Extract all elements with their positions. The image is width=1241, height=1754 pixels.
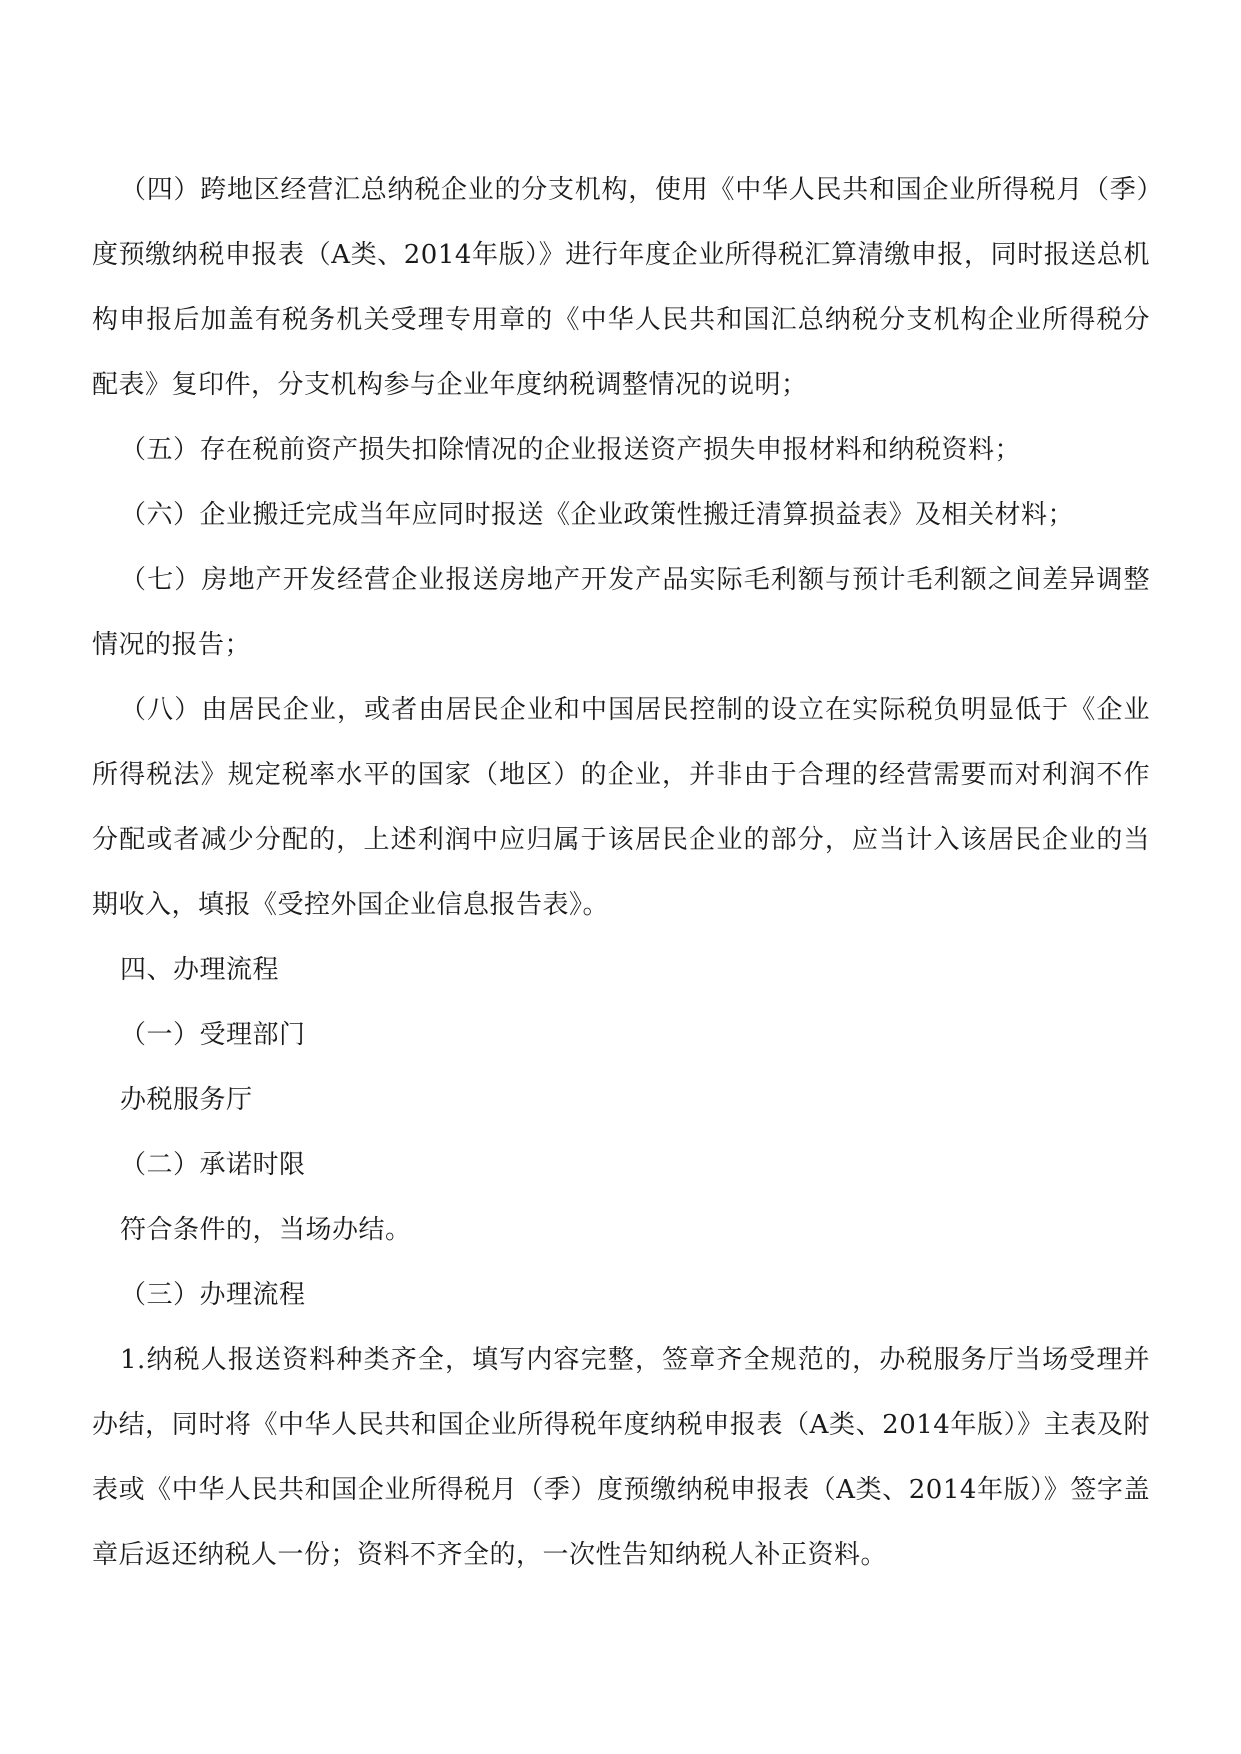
subheading-accepting-department: （一）受理部门: [120, 1020, 306, 1050]
paragraph-item-4-branch-institutions: （四）跨地区经营汇总纳税企业的分支机构，使用《中华人民共和国企业所得税月（季）度预缴纳税申报表（A类、2014年版）》进行年度企业所得税汇算清缴申报，同时报送总机构申报后加盖有税务机关受理专用章的《中华人民共和国汇总纳税分支机构企业所得税分配表》复印件，分支机构参与企业年度纳税调整情况的说明；: [92, 175, 1150, 400]
paragraph-item-6-relocation: （六）企业搬迁完成当年应同时报送《企业政策性搬迁清算损益表》及相关材料；: [120, 500, 1075, 530]
paragraph-item-5-asset-loss: （五）存在税前资产损失扣除情况的企业报送资产损失申报材料和纳税资料；: [120, 435, 1022, 465]
subheading-time-limit: （二）承诺时限: [120, 1150, 306, 1180]
paragraph-item-7-real-estate: （七）房地产开发经营企业报送房地产开发产品实际毛利额与预计毛利额之间差异调整情况的报告；: [92, 565, 1150, 660]
section-heading-process: 四、办理流程: [120, 955, 280, 985]
paragraph-time-limit-value: 符合条件的，当场办结。: [120, 1215, 412, 1245]
paragraph-item-8-controlled-foreign: （八）由居民企业，或者由居民企业和中国居民控制的设立在实际税负明显低于《企业所得税法》规定税率水平的国家（地区）的企业，并非由于合理的经营需要而对利润不作分配或者减少分配的，上述利润中应归属于该居民企业的部分，应当计入该居民企业的当期收入，填报《受控外国企业信息报告表》。: [92, 695, 1150, 920]
document-body: [92, 158, 1150, 1588]
paragraph-process-step-1: 1.纳税人报送资料种类齐全，填写内容完整，签章齐全规范的，办税服务厅当场受理并办结，同时将《中华人民共和国企业所得税年度纳税申报表（A类、2014年版）》主表及附表或《中华人民共和国企业所得税月（季）度预缴纳税申报表（A类、2014年版）》签字盖章后返还纳税人一份；资料不齐全的，一次性告知纳税人补正资料。: [92, 1345, 1150, 1570]
subheading-handling-process: （三）办理流程: [120, 1280, 306, 1310]
paragraph-department-value: 办税服务厅: [120, 1085, 253, 1115]
